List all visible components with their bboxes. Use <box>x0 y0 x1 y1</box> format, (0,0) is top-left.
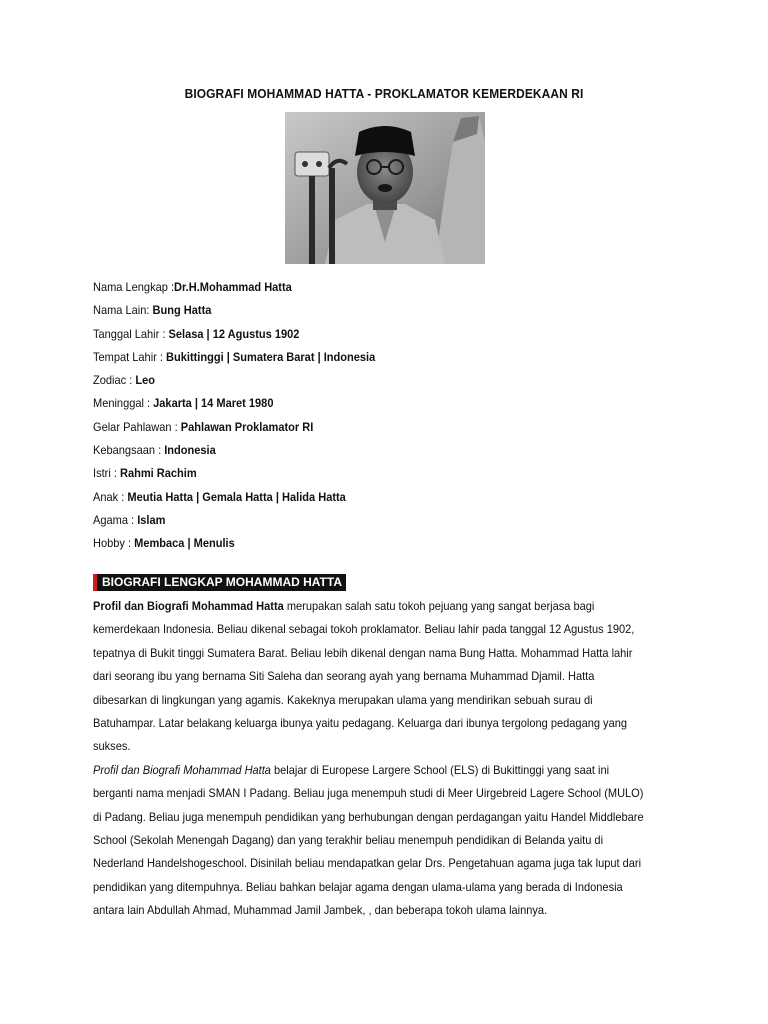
paragraph-line: dibesarkan di lingkungan yang agamis. Kakeknya merupakan ulama yang mendirikan sebuah surau di <box>93 692 593 707</box>
info-label: Anak : <box>93 489 128 504</box>
document-title: BIOGRAFI MOHAMMAD HATTA - PROKLAMATOR KEMERDEKAAN RI <box>184 86 584 101</box>
info-row-anak <box>93 488 645 511</box>
info-value: Jakarta | 14 Maret 1980 <box>153 396 274 411</box>
info-label: Agama : <box>93 512 138 527</box>
info-row-zodiac <box>93 371 645 394</box>
paragraph-lead-bold: Profil dan Biografi Mohammad Hatta <box>93 599 284 613</box>
info-row-tempat-lahir <box>93 348 645 371</box>
paragraph-line <box>93 761 645 784</box>
paragraph-line-text: belajar di Europese Largere School (ELS) di Bukittinggi yang saat ini <box>270 762 610 777</box>
info-value: Bukittinggi | Sumatera Barat | Indonesia <box>166 349 376 364</box>
paragraph-line: tepatnya di Bukit tinggi Sumatera Barat. Beliau lebih dikenal dengan nama Bung Hatta. Mohammad Hatta lahir <box>93 645 633 660</box>
paragraph-line: Nederland Handelshogeschool. Disinilah beliau mendapatkan gelar Drs. Pengetahuan agama juga tak luput dari <box>93 856 642 871</box>
info-label: Gelar Pahlawan : <box>93 419 181 434</box>
info-label: Istri : <box>93 466 120 481</box>
info-row-meninggal <box>93 394 645 417</box>
info-value: Leo <box>135 373 155 388</box>
info-value: Islam <box>137 512 166 527</box>
info-label: Hobby : <box>93 536 135 551</box>
info-value: Bung Hatta <box>152 303 212 318</box>
info-row-tanggal-lahir <box>93 325 645 348</box>
paragraph-lead-italic: Profil dan Biografi Mohammad Hatta <box>93 762 271 777</box>
info-row-agama <box>93 511 645 534</box>
info-label: Kebangsaan : <box>93 443 165 458</box>
paragraph-line: antara lain Abdullah Ahmad, Muhammad Jamil Jambek, , dan beberapa tokoh ulama lainnya. <box>93 903 548 918</box>
info-value: Meutia Hatta | Gemala Hatta | Halida Hatta <box>127 489 346 504</box>
paragraph-line <box>93 597 645 620</box>
paragraph-line: di Padang. Beliau juga menempuh pendidikan yang berhubungan dengan perdagangan yaitu Handel Middlebare <box>93 809 644 824</box>
info-label: Nama Lengkap : <box>93 280 175 294</box>
paragraph-line: sukses. <box>93 739 131 754</box>
info-row-nama-lain <box>93 301 645 324</box>
info-row-nama-lengkap <box>93 278 645 301</box>
paragraph-line-text: merupakan salah satu tokoh pejuang yang sangat berjasa bagi <box>283 599 595 613</box>
paragraph-line: School (Sekolah Menengah Dagang) dan yang terakhir beliau menempuh pendidikan di Belanda yaitu di <box>93 832 604 847</box>
info-label: Tanggal Lahir : <box>93 326 169 341</box>
paragraph-line: pendidikan yang ditempuhnya. Beliau bahkan belajar agama dengan ulama-ulama yang berada di Indonesia <box>93 879 623 894</box>
paragraph-line: Batuhampar. Latar belakang keluarga ibunya yaitu pedagang. Keluarga dari ibunya tergolong pedagang yang <box>93 715 628 730</box>
info-value: Pahlawan Proklamator RI <box>180 419 314 434</box>
paragraph-line: dari seorang ibu yang bernama Siti Saleha dan seorang ayah yang bernama Muhammad Djamil. Hatta <box>93 669 595 684</box>
info-row-gelar-pahlawan <box>93 418 645 441</box>
biography-text <box>93 597 693 924</box>
section-heading-label: BIOGRAFI LENGKAP MOHAMMAD HATTA <box>97 574 346 591</box>
info-value: Dr.H.Mohammad Hatta <box>174 280 292 294</box>
info-value: Rahmi Rachim <box>119 466 197 481</box>
paragraph-line: berganti nama menjadi SMAN I Padang. Beliau juga menempuh studi di Meer Uirgebreid Lagere School (MULO) <box>93 786 644 801</box>
portrait-photo <box>285 112 485 264</box>
info-row-istri <box>93 464 645 487</box>
info-label: Nama Lain: <box>93 303 153 318</box>
info-value: Membaca | Menulis <box>134 536 235 551</box>
info-value: Indonesia <box>164 443 216 458</box>
info-value: Selasa | 12 Agustus 1902 <box>168 326 300 341</box>
section-heading <box>93 574 346 591</box>
info-label: Tempat Lahir : <box>93 349 167 364</box>
info-row-hobby <box>93 534 645 557</box>
profile-info-list <box>93 278 693 558</box>
info-label: Zodiac : <box>93 373 136 388</box>
info-label: Meninggal : <box>93 396 154 411</box>
paragraph-line: kemerdekaan Indonesia. Beliau dikenal sebagai tokoh proklamator. Beliau lahir pada tanggal 12 Agustus 1902, <box>93 622 635 637</box>
info-row-kebangsaan <box>93 441 645 464</box>
